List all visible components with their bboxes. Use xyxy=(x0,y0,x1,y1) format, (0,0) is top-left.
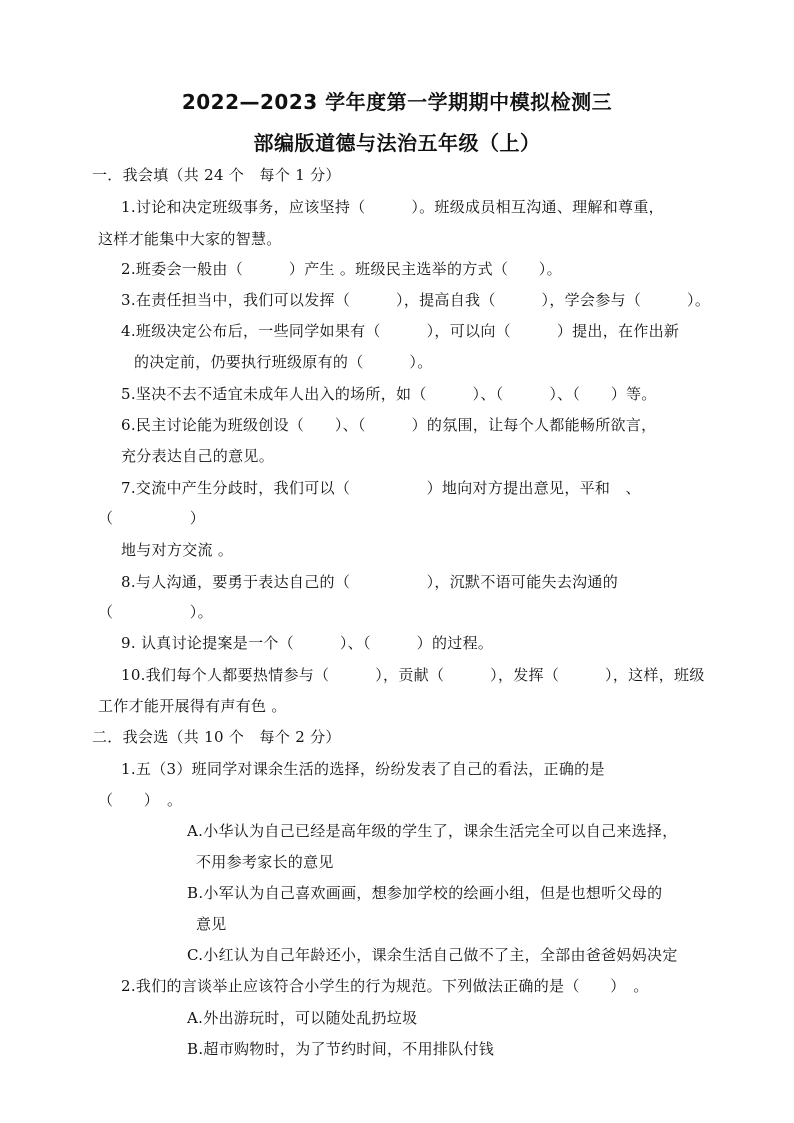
question-1-3: 3.在责任担当中，我们可以发挥（ ），提高自我（ ），学会参与（ ）。 xyxy=(121,291,711,309)
question-1-1-line-2: 这样才能集中大家的智慧。 xyxy=(98,230,282,248)
question-1-6-line-2: 充分表达自己的意见。 xyxy=(121,447,275,465)
question-2-2-option-a: A.外出游玩时，可以随处乱扔垃圾 xyxy=(187,1009,418,1027)
exam-title: 2022—2023 学年度第一学期期中模拟检测三 xyxy=(181,90,613,114)
question-1-4-line-1: 4.班级决定公布后，一些同学如果有（ ），可以向（ ）提出，在作出新 xyxy=(121,322,680,340)
question-1-7-line-2: （ ） xyxy=(98,509,206,527)
question-2-1-option-c: C.小红认为自己年龄还小，课余生活自己做不了主，全部由爸爸妈妈决定 xyxy=(187,946,678,964)
question-1-10-line-1: 10.我们每个人都要热情参与（ ），贡献（ ），发挥（ ），这样，班级 xyxy=(121,666,705,684)
question-1-9: 9. 认真讨论提案是一个（ ）、（ ）的过程。 xyxy=(121,634,494,652)
question-1-1-line-1: 1.讨论和决定班级事务，应该坚持（ ）。班级成员相互沟通、理解和尊重， xyxy=(121,198,664,216)
section-1-heading: 一．我会填（共 24 个 每个 1 分） xyxy=(92,166,341,184)
question-2-1-option-b-line-2: 意见 xyxy=(196,915,227,933)
question-2-1-line-2: （ ） 。 xyxy=(98,791,183,809)
question-1-6-line-1: 6.民主讨论能为班级创设（ ）、（ ）的氛围，让每个人都能畅所欲言， xyxy=(121,416,657,434)
question-1-7-line-3: 地与对方交流 。 xyxy=(121,541,234,559)
question-1-2: 2.班委会一般由（ ）产生 。班级民主选举的方式（ ）。 xyxy=(121,260,562,278)
question-1-5: 5.坚决不去不适宜未成年人出入的场所，如（ ）、（ ）、（ ）等。 xyxy=(121,385,657,403)
exam-subtitle: 部编版道德与法治五年级（上） xyxy=(253,131,541,155)
question-2-1-line-1: 1.五（3）班同学对课余生活的选择，纷纷发表了自己的看法，正确的是 xyxy=(121,760,605,778)
question-1-4-line-2: 的决定前，仍要执行班级原有的（ ）。 xyxy=(134,353,433,371)
question-1-10-line-2: 工作才能开展得有声有色 。 xyxy=(98,697,287,715)
question-2-2: 2.我们的言谈举止应该符合小学生的行为规范。下列做法正确的是（ ） 。 xyxy=(121,977,649,995)
section-2-heading: 二．我会选（共 10 个 每个 2 分） xyxy=(92,728,341,746)
question-1-8-line-1: 8.与人沟通，要勇于表达自己的（ ），沉默不语可能失去沟通的 xyxy=(121,573,619,591)
question-2-2-option-b: B.超市购物时，为了节约时间，不用排队付钱 xyxy=(187,1040,495,1058)
question-2-1-option-a-line-2: 不用参考家长的意见 xyxy=(196,853,334,871)
question-2-1-option-b-line-1: B.小军认为自己喜欢画画，想参加学校的绘画小组，但是也想听父母的 xyxy=(187,884,663,902)
question-1-7-line-1: 7.交流中产生分歧时，我们可以（ ）地向对方提出意见，平和 、 xyxy=(121,479,641,497)
question-2-1-option-a-line-1: A.小华认为自己已经是高年级的学生了，课余生活完全可以自己来选择， xyxy=(187,822,678,840)
question-1-8-line-2: （ ）。 xyxy=(98,603,213,621)
